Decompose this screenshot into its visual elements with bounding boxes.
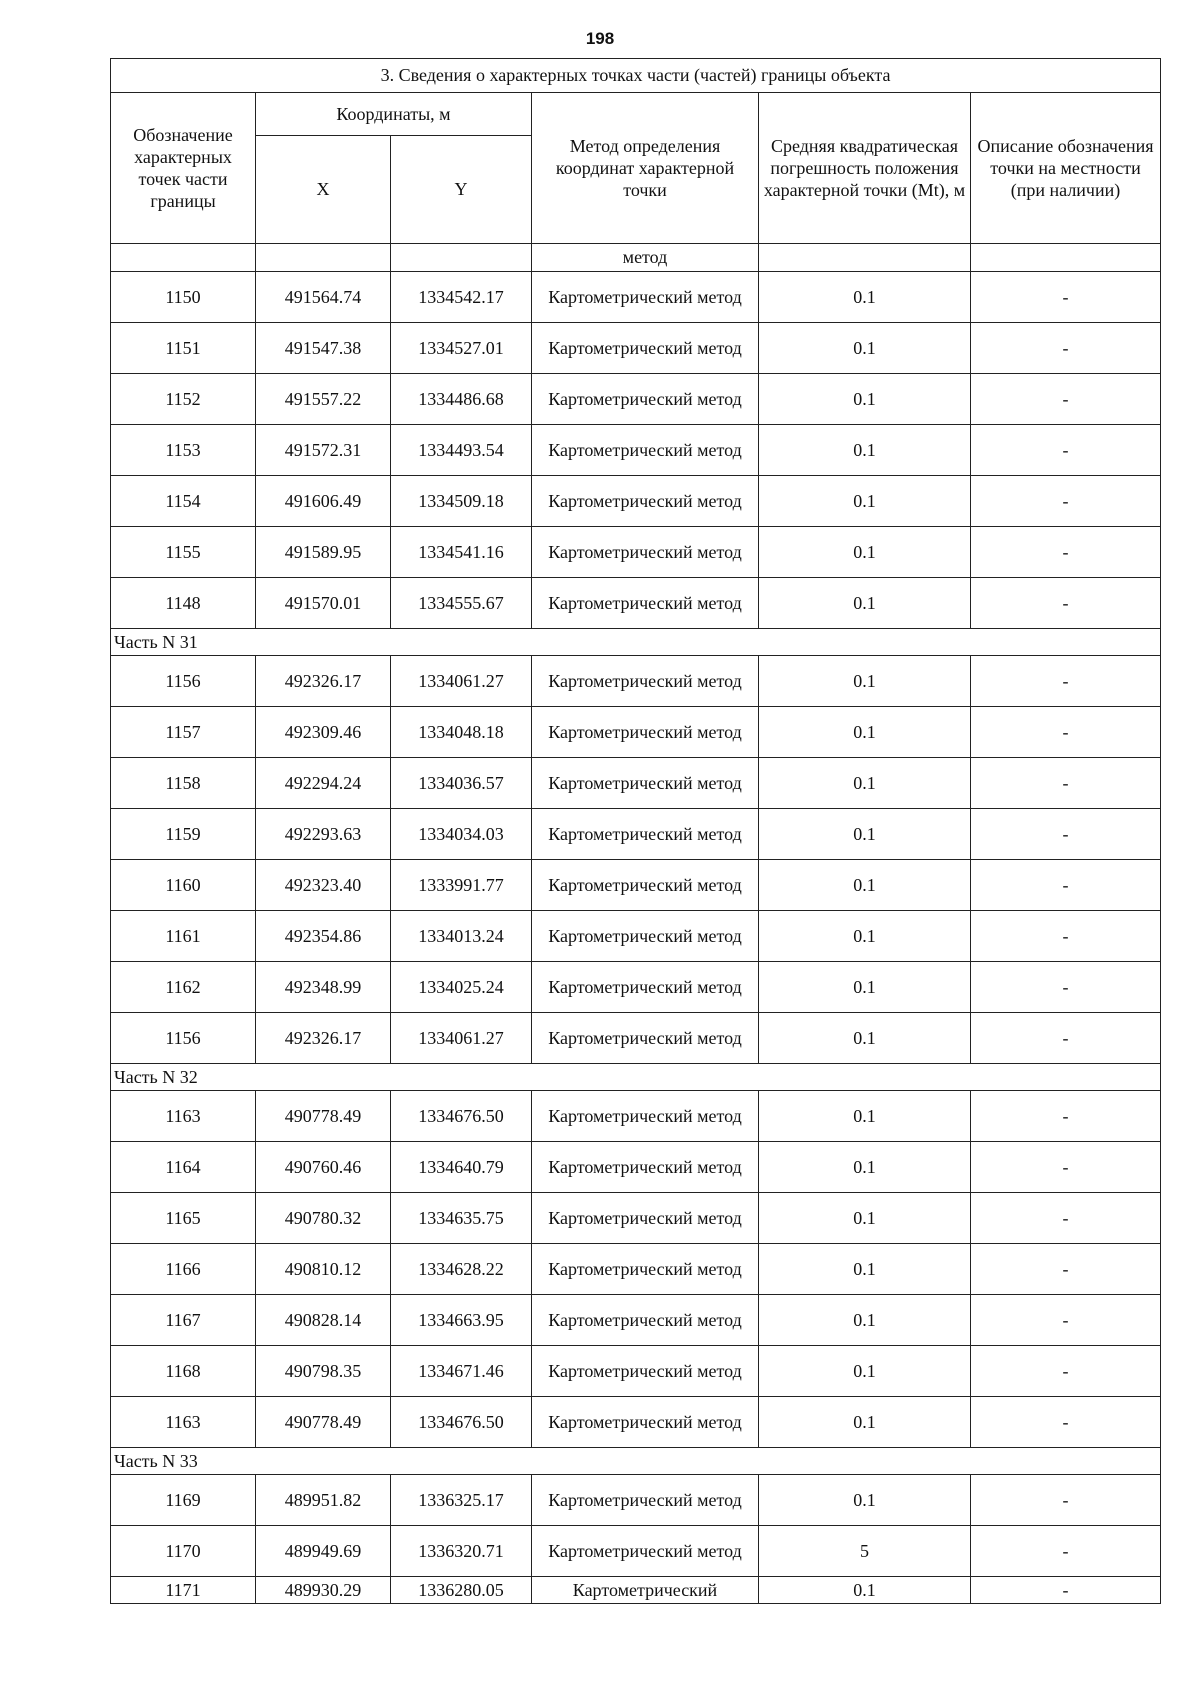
cell-designation bbox=[111, 244, 256, 272]
cell-description: - bbox=[971, 911, 1161, 962]
cell-designation: 1168 bbox=[111, 1346, 256, 1397]
cell-error: 0.1 bbox=[759, 1397, 971, 1448]
table-row bbox=[111, 374, 1161, 425]
cell-description: - bbox=[971, 1526, 1161, 1577]
cell-x: 489951.82 bbox=[256, 1475, 391, 1526]
table-row bbox=[111, 425, 1161, 476]
cell-designation: 1151 bbox=[111, 323, 256, 374]
cell-error bbox=[759, 244, 971, 272]
cell-description: - bbox=[971, 758, 1161, 809]
cell-method: Картометрический метод bbox=[532, 962, 759, 1013]
cell-x: 490778.49 bbox=[256, 1397, 391, 1448]
cell-y: 1334486.68 bbox=[391, 374, 532, 425]
cell-x: 490780.32 bbox=[256, 1193, 391, 1244]
part-header-row bbox=[111, 1448, 1161, 1475]
cell-error: 0.1 bbox=[759, 758, 971, 809]
table-row bbox=[111, 1475, 1161, 1526]
cell-method: Картометрический метод bbox=[532, 1526, 759, 1577]
cell-y: 1334635.75 bbox=[391, 1193, 532, 1244]
cell-designation: 1156 bbox=[111, 656, 256, 707]
cell-description: - bbox=[971, 1013, 1161, 1064]
cell-designation: 1158 bbox=[111, 758, 256, 809]
cell-x: 491564.74 bbox=[256, 272, 391, 323]
cell-description: - bbox=[971, 425, 1161, 476]
page-number: 198 bbox=[585, 29, 615, 48]
cell-y: 1334628.22 bbox=[391, 1244, 532, 1295]
cell-description: - bbox=[971, 1295, 1161, 1346]
cell-description: - bbox=[971, 860, 1161, 911]
cell-y: 1334061.27 bbox=[391, 1013, 532, 1064]
cell-method: Картометрический метод bbox=[532, 1142, 759, 1193]
cell-error: 0.1 bbox=[759, 962, 971, 1013]
cell-y bbox=[391, 244, 532, 272]
part-label: Часть N 33 bbox=[111, 1448, 1161, 1475]
cell-description: - bbox=[971, 476, 1161, 527]
cell-error: 0.1 bbox=[759, 860, 971, 911]
table-row bbox=[111, 1526, 1161, 1577]
cell-method: Картометрический метод bbox=[532, 1346, 759, 1397]
header-description: Описание обозначения точки на местности (при наличии) bbox=[971, 93, 1161, 244]
cell-description: - bbox=[971, 374, 1161, 425]
cell-y: 1334663.95 bbox=[391, 1295, 532, 1346]
cell-description: - bbox=[971, 1397, 1161, 1448]
header-method: Метод определения координат характерной точки bbox=[532, 93, 759, 244]
part-header-row bbox=[111, 1064, 1161, 1091]
cell-error: 0.1 bbox=[759, 1142, 971, 1193]
cell-method: Картометрический метод bbox=[532, 272, 759, 323]
table-title: 3. Сведения о характерных точках части (частей) границы объекта bbox=[111, 59, 1161, 93]
cell-designation: 1154 bbox=[111, 476, 256, 527]
cell-error: 0.1 bbox=[759, 1475, 971, 1526]
cell-y: 1334676.50 bbox=[391, 1091, 532, 1142]
header-error: Средняя квадратическая погрешность положения характерной точки (Mt), м bbox=[759, 93, 971, 244]
cell-y: 1334676.50 bbox=[391, 1397, 532, 1448]
table-row bbox=[111, 1193, 1161, 1244]
cell-method: Картометрический метод bbox=[532, 911, 759, 962]
cell-error: 0.1 bbox=[759, 1091, 971, 1142]
cell-error: 5 bbox=[759, 1526, 971, 1577]
cell-designation: 1152 bbox=[111, 374, 256, 425]
table-row bbox=[111, 656, 1161, 707]
cell-error: 0.1 bbox=[759, 1295, 971, 1346]
cell-y: 1334493.54 bbox=[391, 425, 532, 476]
cell-description: - bbox=[971, 1475, 1161, 1526]
cell-method: Картометрический метод bbox=[532, 707, 759, 758]
cell-description: - bbox=[971, 1577, 1161, 1604]
cell-error: 0.1 bbox=[759, 425, 971, 476]
cell-description: - bbox=[971, 809, 1161, 860]
cell-designation: 1170 bbox=[111, 1526, 256, 1577]
cell-description: - bbox=[971, 1142, 1161, 1193]
cell-x: 492309.46 bbox=[256, 707, 391, 758]
cell-error: 0.1 bbox=[759, 1346, 971, 1397]
table-row bbox=[111, 272, 1161, 323]
cell-designation: 1159 bbox=[111, 809, 256, 860]
cell-description: - bbox=[971, 962, 1161, 1013]
table-body bbox=[111, 244, 1161, 1604]
cell-x: 489949.69 bbox=[256, 1526, 391, 1577]
cell-y: 1334671.46 bbox=[391, 1346, 532, 1397]
cell-x: 491606.49 bbox=[256, 476, 391, 527]
cell-x: 490760.46 bbox=[256, 1142, 391, 1193]
cell-method: Картометрический метод bbox=[532, 578, 759, 629]
cell-x: 490810.12 bbox=[256, 1244, 391, 1295]
cell-description: - bbox=[971, 656, 1161, 707]
table-row bbox=[111, 1577, 1161, 1604]
cell-method: Картометрический метод bbox=[532, 1475, 759, 1526]
cell-designation: 1157 bbox=[111, 707, 256, 758]
cell-error: 0.1 bbox=[759, 911, 971, 962]
table-row bbox=[111, 1142, 1161, 1193]
cell-error: 0.1 bbox=[759, 323, 971, 374]
cell-y: 1334048.18 bbox=[391, 707, 532, 758]
cell-y: 1336325.17 bbox=[391, 1475, 532, 1526]
table-row bbox=[111, 707, 1161, 758]
cell-designation: 1165 bbox=[111, 1193, 256, 1244]
table-row bbox=[111, 962, 1161, 1013]
cell-method: Картометрический bbox=[532, 1577, 759, 1604]
cell-error: 0.1 bbox=[759, 578, 971, 629]
cell-y: 1334061.27 bbox=[391, 656, 532, 707]
cell-y: 1334025.24 bbox=[391, 962, 532, 1013]
cell-error: 0.1 bbox=[759, 1244, 971, 1295]
cell-y: 1334527.01 bbox=[391, 323, 532, 374]
part-label: Часть N 32 bbox=[111, 1064, 1161, 1091]
cell-description: - bbox=[971, 1193, 1161, 1244]
cell-method: Картометрический метод bbox=[532, 1397, 759, 1448]
cell-designation: 1155 bbox=[111, 527, 256, 578]
cell-description: - bbox=[971, 272, 1161, 323]
cell-x: 491570.01 bbox=[256, 578, 391, 629]
cell-method: Картометрический метод bbox=[532, 1091, 759, 1142]
cell-error: 0.1 bbox=[759, 1013, 971, 1064]
table-row bbox=[111, 809, 1161, 860]
cell-x: 489930.29 bbox=[256, 1577, 391, 1604]
cell-method: Картометрический метод bbox=[532, 1244, 759, 1295]
cell-x: 492326.17 bbox=[256, 656, 391, 707]
table-row bbox=[111, 1091, 1161, 1142]
cell-error: 0.1 bbox=[759, 809, 971, 860]
cell-x: 490828.14 bbox=[256, 1295, 391, 1346]
table-row bbox=[111, 476, 1161, 527]
cell-designation: 1156 bbox=[111, 1013, 256, 1064]
cell-description bbox=[971, 244, 1161, 272]
cell-method: Картометрический метод bbox=[532, 860, 759, 911]
cell-description: - bbox=[971, 578, 1161, 629]
part-label: Часть N 31 bbox=[111, 629, 1161, 656]
cell-error: 0.1 bbox=[759, 272, 971, 323]
cell-error: 0.1 bbox=[759, 656, 971, 707]
cell-designation: 1169 bbox=[111, 1475, 256, 1526]
cell-description: - bbox=[971, 707, 1161, 758]
cell-designation: 1162 bbox=[111, 962, 256, 1013]
cell-error: 0.1 bbox=[759, 476, 971, 527]
cell-method: Картометрический метод bbox=[532, 476, 759, 527]
cell-designation: 1164 bbox=[111, 1142, 256, 1193]
cell-y: 1334640.79 bbox=[391, 1142, 532, 1193]
cell-method: метод bbox=[532, 244, 759, 272]
table-title-row bbox=[111, 59, 1161, 93]
cell-error: 0.1 bbox=[759, 374, 971, 425]
cell-x: 492293.63 bbox=[256, 809, 391, 860]
cell-error: 0.1 bbox=[759, 1193, 971, 1244]
table-row bbox=[111, 527, 1161, 578]
cell-y: 1336320.71 bbox=[391, 1526, 532, 1577]
cell-designation: 1153 bbox=[111, 425, 256, 476]
continuation-row bbox=[111, 244, 1161, 272]
cell-method: Картометрический метод bbox=[532, 1193, 759, 1244]
cell-y: 1334541.16 bbox=[391, 527, 532, 578]
cell-method: Картометрический метод bbox=[532, 1013, 759, 1064]
cell-method: Картометрический метод bbox=[532, 809, 759, 860]
cell-x: 490798.35 bbox=[256, 1346, 391, 1397]
table-row bbox=[111, 860, 1161, 911]
cell-method: Картометрический метод bbox=[532, 323, 759, 374]
table-row bbox=[111, 1295, 1161, 1346]
cell-y: 1334034.03 bbox=[391, 809, 532, 860]
cell-x bbox=[256, 244, 391, 272]
cell-designation: 1148 bbox=[111, 578, 256, 629]
table-row bbox=[111, 1013, 1161, 1064]
cell-method: Картометрический метод bbox=[532, 758, 759, 809]
table-row bbox=[111, 1244, 1161, 1295]
cell-x: 492348.99 bbox=[256, 962, 391, 1013]
cell-description: - bbox=[971, 323, 1161, 374]
cell-method: Картометрический метод bbox=[532, 1295, 759, 1346]
cell-y: 1334542.17 bbox=[391, 272, 532, 323]
cell-description: - bbox=[971, 1244, 1161, 1295]
cell-y: 1336280.05 bbox=[391, 1577, 532, 1604]
table-row bbox=[111, 578, 1161, 629]
cell-error: 0.1 bbox=[759, 707, 971, 758]
table-row bbox=[111, 911, 1161, 962]
part-header-row bbox=[111, 629, 1161, 656]
cell-error: 0.1 bbox=[759, 1577, 971, 1604]
cell-designation: 1163 bbox=[111, 1397, 256, 1448]
cell-x: 492294.24 bbox=[256, 758, 391, 809]
cell-x: 491589.95 bbox=[256, 527, 391, 578]
header-x: X bbox=[256, 136, 391, 244]
cell-x: 491572.31 bbox=[256, 425, 391, 476]
cell-x: 492326.17 bbox=[256, 1013, 391, 1064]
table-row bbox=[111, 1397, 1161, 1448]
cell-designation: 1163 bbox=[111, 1091, 256, 1142]
cell-y: 1334555.67 bbox=[391, 578, 532, 629]
cell-designation: 1171 bbox=[111, 1577, 256, 1604]
cell-x: 492323.40 bbox=[256, 860, 391, 911]
cell-designation: 1150 bbox=[111, 272, 256, 323]
cell-method: Картометрический метод bbox=[532, 656, 759, 707]
characteristic-points-table bbox=[110, 58, 1161, 1604]
cell-designation: 1166 bbox=[111, 1244, 256, 1295]
header-designation: Обозначение характерных точек части границы bbox=[111, 93, 256, 244]
cell-x: 491557.22 bbox=[256, 374, 391, 425]
cell-designation: 1167 bbox=[111, 1295, 256, 1346]
header-row-1 bbox=[111, 93, 1161, 136]
cell-x: 490778.49 bbox=[256, 1091, 391, 1142]
header-y: Y bbox=[391, 136, 532, 244]
table-row bbox=[111, 758, 1161, 809]
cell-x: 491547.38 bbox=[256, 323, 391, 374]
cell-designation: 1161 bbox=[111, 911, 256, 962]
cell-description: - bbox=[971, 527, 1161, 578]
header-coordinates: Координаты, м bbox=[256, 93, 532, 136]
cell-y: 1334013.24 bbox=[391, 911, 532, 962]
cell-method: Картометрический метод bbox=[532, 425, 759, 476]
cell-error: 0.1 bbox=[759, 527, 971, 578]
cell-description: - bbox=[971, 1346, 1161, 1397]
cell-method: Картометрический метод bbox=[532, 374, 759, 425]
cell-designation: 1160 bbox=[111, 860, 256, 911]
cell-y: 1333991.77 bbox=[391, 860, 532, 911]
cell-description: - bbox=[971, 1091, 1161, 1142]
cell-method: Картометрический метод bbox=[532, 527, 759, 578]
cell-y: 1334036.57 bbox=[391, 758, 532, 809]
table-row bbox=[111, 1346, 1161, 1397]
table-row bbox=[111, 323, 1161, 374]
cell-x: 492354.86 bbox=[256, 911, 391, 962]
cell-y: 1334509.18 bbox=[391, 476, 532, 527]
